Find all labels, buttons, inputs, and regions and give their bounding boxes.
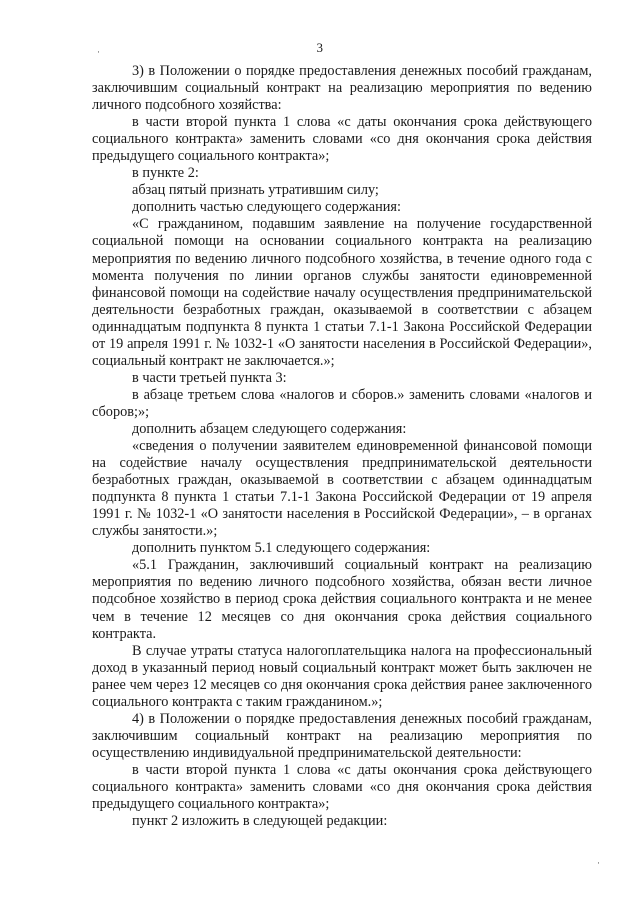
scan-speck: · [97,47,100,57]
paragraph: дополнить абзацем следующего содержания: [132,420,407,437]
paragraph: дополнить пунктом 5.1 следующего содержания: [132,540,431,557]
paragraph: «С гражданином, подавшим заявление на получение государственной социальной помощи на основании социального контракта на реализацию мероприятия по ведению личного подсобного хозяйства, в течение одного года с момента получения по линии органов службы занятости единовременной финансовой помощи на содействие началу осуществления предпринимательской деятельности безработных граждан, оказываемой в соответствии с абзацем одиннадцатым подпункта 8 пункта 1 статьи 7.1-1 Закона Российской Федерации от 19 апреля 1991 г. № 1032-1 «О занятости населения в Российской Федерации», социальный контракт не заключается.»; [92,216,592,369]
paragraph: в пункте 2: [132,165,199,182]
paragraph: «сведения о получении заявителем единовременной финансовой помощи на содействие началу осуществления предпринимательской деятельности безработных граждан, оказываемой в соответствии с абзацем одиннадцатым подпункта 8 пункта 1 статьи 7.1-1 Закона Российской Федерации от 19 апреля 1991 г. № 1032-1 «О занятости населения в Российской Федерации», – в органах службы занятости.»; [92,438,592,540]
paragraph: в абзаце третьем слова «налогов и сборов.» заменить словами «налогов и сборов;»; [92,386,592,420]
paragraph: в части третьей пункта 3: [132,369,287,386]
scan-speck: · [597,858,600,868]
paragraph: В случае утраты статуса налогоплательщика налога на профессиональный доход в указанный период новый социальный контракт может быть заключен не ранее чем через 12 месяцев со дня окончания срока действия ранее заключенного социального контракта с таким гражданином.»; [92,642,592,710]
paragraph: 3) в Положении о порядке предоставления денежных пособий гражданам, заключившим социальный контракт на реализацию мероприятия по ведению личного подсобного хозяйства: [92,63,592,114]
document-body [92,63,592,830]
paragraph: пункт 2 изложить в следующей редакции: [132,813,388,830]
paragraph: абзац пятый признать утратившим силу; [132,182,379,199]
paragraph: в части второй пункта 1 слова «с даты окончания срока действующего социального контракта» заменить словами «со дня окончания срока действия предыдущего социального контракта»; [92,114,592,165]
paragraph: «5.1 Гражданин, заключивший социальный контракт на реализацию мероприятия по ведению личного подсобного хозяйства, обязан вести личное подсобное хозяйство в период срока действия социального контракта и не менее чем в течение 12 месяцев со дня окончания срока действия социального контракта. [92,557,592,642]
paragraph: 4) в Положении о порядке предоставления денежных пособий гражданам, заключившим социальный контракт на реализацию мероприятия по осуществлению индивидуальной предпринимательской деятельности: [92,710,592,761]
paragraph: дополнить частью следующего содержания: [132,199,401,216]
paragraph: в части второй пункта 1 слова «с даты окончания срока действующего социального контракта» заменить словами «со дня окончания срока действия предыдущего социального контракта»; [92,761,592,813]
page-number: 3 [316,40,324,55]
